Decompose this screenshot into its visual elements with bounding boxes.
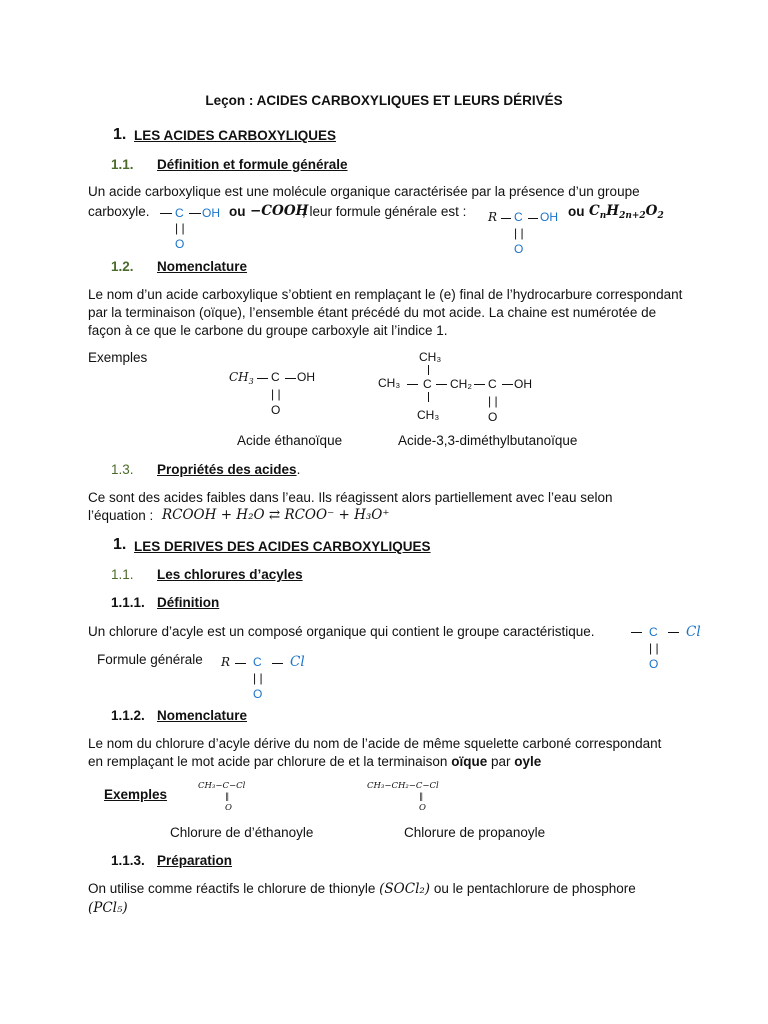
carboxyl-oh: OH — [202, 206, 220, 220]
formule-c: C — [253, 655, 262, 669]
properties-line1: Ce sont des acides faibles dans l’eau. Ils réagissent alors partiellement avec l’eau selon — [88, 490, 613, 505]
section2-title: LES DERIVES DES ACIDES CARBOXYLIQUES — [134, 539, 431, 554]
prep-pcl5: (PCl₅) — [88, 900, 128, 916]
ex1-o: O — [271, 403, 281, 417]
formule-cl: Cl — [290, 654, 305, 670]
ou-1: ou — [229, 204, 246, 219]
ex2-top-ch3: CH₃ — [419, 350, 442, 364]
carboxyl-o: O — [175, 237, 185, 251]
acyl-o: O — [649, 657, 659, 671]
def-number: 1.1.1. — [111, 595, 145, 610]
formule-double-bond: | | — [253, 671, 263, 685]
sub12-title: Nomenclature — [157, 259, 248, 274]
definition-line2-start: carboxyle. — [88, 204, 150, 219]
ex-propanoyl-o: O — [419, 803, 426, 813]
section1-title: LES ACIDES CARBOXYLIQUES — [134, 128, 337, 143]
prep-number: 1.1.3. — [111, 853, 145, 868]
ex-propanoyl-double-bond: ‖ — [419, 792, 424, 802]
nom-number: 1.1.2. — [111, 708, 145, 723]
sub13-title: Propriétés des acides. — [157, 462, 301, 477]
lesson-title: Leçon : ACIDES CARBOXYLIQUES ET LEURS DÉRIVÉS — [205, 93, 563, 108]
section2-number: 1. — [113, 536, 127, 553]
acyl-double-bond: | | — [649, 641, 659, 655]
def-title: Définition — [157, 595, 220, 610]
ex-ethanoyl-formula: CH₃−C−Cl — [198, 781, 246, 791]
ex2-ch2: CH₂ — [450, 377, 472, 391]
ex-ethanoyl-name: Chlorure de d’éthanoyle — [170, 825, 314, 840]
ex-ethanoyl-double-bond: ‖ — [225, 792, 230, 802]
ex-propanoyl-formula: CH₃−CH₂−C−Cl — [367, 781, 439, 791]
nom-exemples-label: Exemples — [104, 787, 168, 802]
ex2-oh: OH — [514, 377, 532, 391]
sub11-title: Définition et formule générale — [157, 157, 348, 172]
prep-title: Préparation — [157, 853, 233, 868]
prep-line1: On utilise comme réactifs le chlorure de thionyle (SOCl₂) ou le pentachlorure de phosphore — [88, 881, 636, 897]
sub12-number: 1.2. — [111, 259, 134, 274]
sub11-number: 1.1. — [111, 157, 134, 172]
ex1-double-bond: | | — [271, 387, 281, 401]
acyl-cl: Cl — [686, 624, 701, 640]
carboxyl-c: C — [175, 206, 184, 220]
general-o: O — [514, 242, 524, 256]
definition-line2-mid: ; leur formule générale est : — [302, 204, 467, 219]
ex1-oh: OH — [297, 370, 315, 384]
properties-line2: l’équation : — [88, 508, 154, 523]
carboxyl-double-bond: | | — [175, 221, 185, 235]
sub21-title: Les chlorures d’acyles — [157, 567, 303, 582]
equation: RCOOH + H₂O ⇄ RCOO⁻ + H₃O⁺ — [162, 507, 390, 523]
nom-line1: Le nom du chlorure d’acyle dérive du nom de l’acide de même squelette carboné correspondant — [88, 736, 662, 751]
ex2-name: Acide-3,3-diméthylbutanoïque — [398, 433, 578, 448]
ex-ethanoyl-o: O — [225, 803, 232, 813]
formule-generale-label: Formule générale — [97, 652, 203, 667]
ex2-double-bond: | | — [488, 394, 498, 408]
nom-title: Nomenclature — [157, 708, 248, 723]
definition-line1: Un acide carboxylique est une molécule organique caractérisée par la présence d’un groupe — [88, 184, 640, 199]
ex2-o: O — [488, 410, 498, 424]
ex2-bottom-ch3: CH₃ — [417, 408, 440, 422]
cooh-formula: −COOH — [250, 203, 309, 219]
sub13-number: 1.3. — [111, 462, 134, 477]
ou-2: ou — [568, 204, 585, 219]
section1-number: 1. — [113, 126, 127, 143]
ex2-c2: C — [488, 377, 497, 391]
acyl-c: C — [649, 625, 658, 639]
nomenclature-text: Le nom d’un acide carboxylique s’obtient en remplaçant le (e) final de l’hydrocarbure correspondant par la terminaison (oïque), l’ensemble étant précédé du mot acide. La chaine est numérotée de façon à ce que le carbone du groupe carboxyle ait l’indice 1. — [88, 287, 683, 338]
formule-o: O — [253, 687, 263, 701]
general-c: C — [514, 210, 523, 224]
general-double-bond: | | — [514, 226, 524, 240]
general-oh: OH — [540, 210, 558, 224]
nom-line2: en remplaçant le mot acide par chlorure de et la terminaison oïque par oyle — [88, 754, 542, 769]
ex1-ch3: $CH_3$ — [229, 370, 254, 386]
general-formula: $C_nH_{2n+2}O_2$ — [589, 203, 664, 221]
sub21-number: 1.1. — [111, 567, 134, 582]
ex2-left-ch3: CH₃ — [378, 376, 401, 390]
def-text: Un chlorure d’acyle est un composé organique qui contient le groupe caractéristique. — [88, 624, 595, 639]
general-r: R — [488, 210, 498, 224]
ex2-c: C — [423, 377, 432, 391]
ex1-c: C — [271, 370, 280, 384]
ex-propanoyl-name: Chlorure de propanoyle — [404, 825, 546, 840]
ex1-name: Acide éthanoïque — [237, 433, 343, 448]
exemples-label: Exemples — [88, 350, 148, 365]
formule-r: R — [221, 655, 231, 669]
